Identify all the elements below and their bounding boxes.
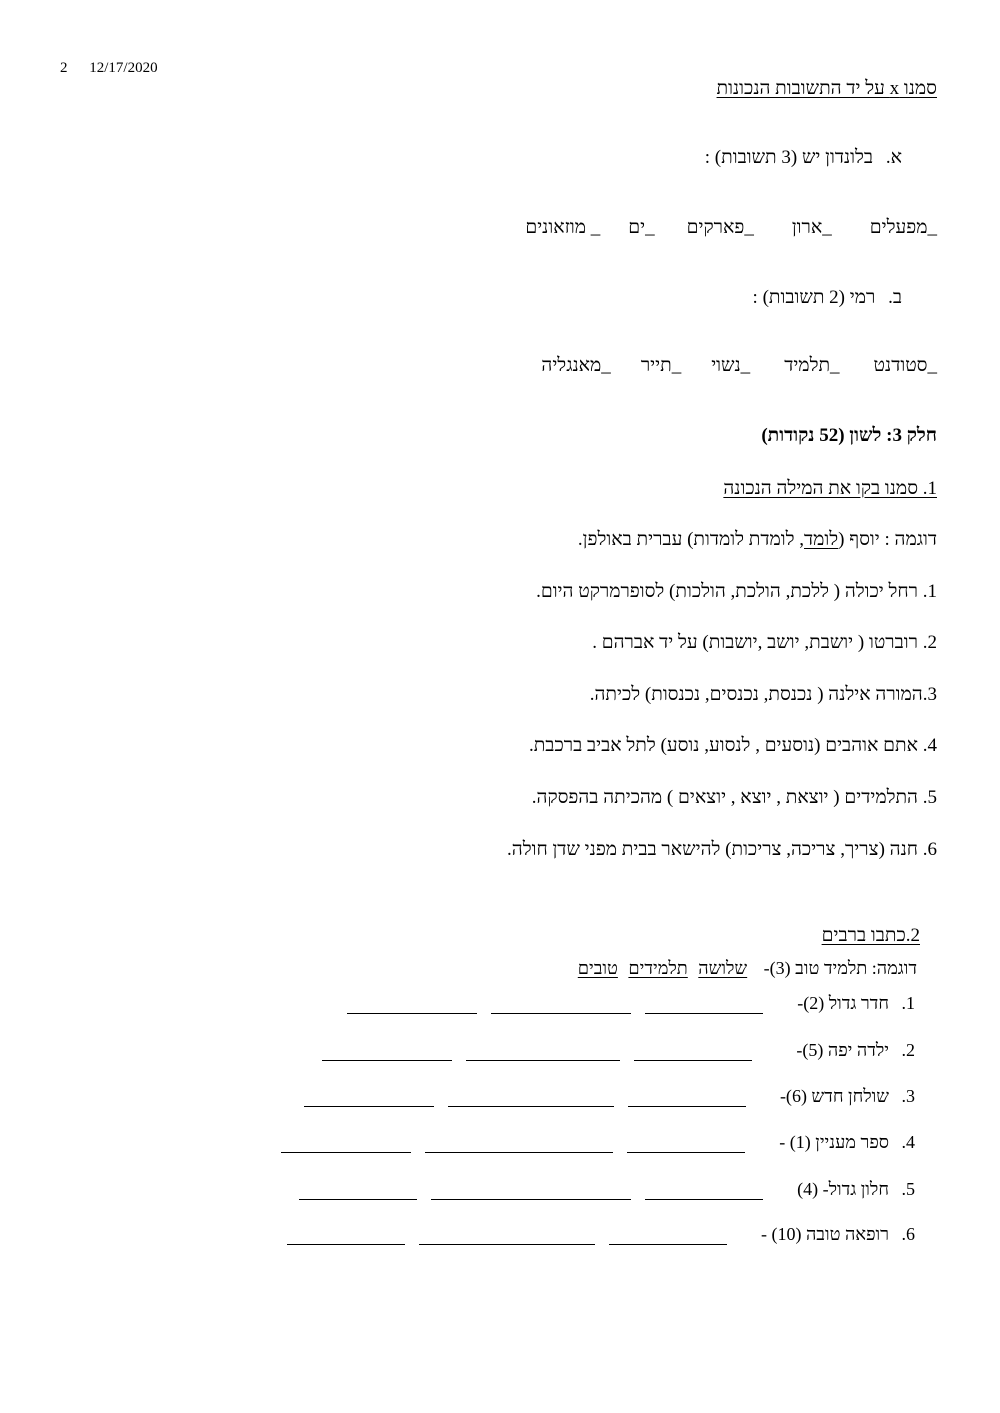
ex2-row-label: חדר גדול (2)- [797, 993, 889, 1013]
ex1-item: 6. חנה (צריך, צריכה, צריכות) להישאר בבית מפני שדן חולה. [507, 839, 937, 860]
ex1-example-suffix: , לומדת לומדות) עברית באולפן. [577, 529, 805, 550]
ex1-example-prefix: דוגמה : יוסף ( [838, 529, 937, 550]
ex2-answer-blanks [281, 1134, 759, 1153]
ex2-answer-blanks [299, 1181, 777, 1200]
answer-option[interactable]: _ מוזאונים [525, 217, 601, 238]
answer-blank[interactable] [645, 1181, 763, 1200]
answer-blank[interactable] [466, 1042, 620, 1061]
answer-blank[interactable] [347, 995, 477, 1014]
ex2-example [578, 958, 917, 979]
ex2-row-label: ילדה יפה (5)- [796, 1040, 889, 1060]
ex2-row-num: 4. [901, 1132, 915, 1152]
ex2-answer-blanks [322, 1042, 766, 1061]
ex2-answer-blanks [347, 995, 777, 1014]
ex1-title: 1. סמנו בקו את המילה הנכונה [723, 478, 937, 499]
page-number: 2 [60, 60, 68, 76]
answer-option[interactable]: _מאנגליה [541, 355, 611, 376]
ex2-example-word: תלמידים [628, 958, 688, 978]
answer-option[interactable]: _ים [628, 217, 655, 238]
answer-blank[interactable] [645, 995, 763, 1014]
ex1-item: 2. רוברטו ( יושבת, יושב ,יושבות) על יד אברהם . [592, 632, 937, 653]
answer-blank[interactable] [425, 1134, 613, 1153]
ex1-item: 5. התלמידים ( יוצאת , יוצא , יוצאים ) מהכיתה בהפסקה. [531, 787, 937, 808]
question-a-text: בלונדון יש (3 תשובות) : [704, 147, 874, 168]
ex2-row-num: 3. [901, 1086, 915, 1106]
question-b-text: רמי (2 תשובות) : [752, 287, 876, 308]
answer-option[interactable]: _סטודנט [873, 355, 937, 376]
answer-option[interactable]: _פארקים [686, 217, 754, 238]
answer-blank[interactable] [322, 1042, 452, 1061]
ex2-row-label: רופאה טובה (10) - [760, 1224, 889, 1244]
ex1-item: 4. אתם אוהבים (נוסעים , לנסוע, נוסע) לתל אביב ברכבת. [528, 735, 937, 756]
answer-option[interactable]: _מפעלים [869, 217, 937, 238]
answer-blank[interactable] [627, 1134, 745, 1153]
ex2-row-num: 2. [901, 1040, 915, 1060]
answer-blank[interactable] [609, 1226, 727, 1245]
answer-blank[interactable] [634, 1042, 752, 1061]
ex2-answer-blanks [287, 1226, 741, 1245]
ex2-example-prefix: דוגמה: תלמיד טוב (3)- [763, 958, 917, 978]
section-title: סמנו x על יד התשובות הנכונות [716, 78, 937, 99]
answer-option[interactable]: _תלמיד [784, 355, 840, 376]
page-header [60, 60, 176, 77]
ex1-example [578, 529, 937, 551]
ex2-row-num: 5. [901, 1179, 915, 1199]
ex2-row-label: חלון גדול- (4) [797, 1179, 889, 1199]
answer-blank[interactable] [491, 995, 631, 1014]
answer-blank[interactable] [628, 1088, 746, 1107]
ex2-title: 2.כתבו ברבים [821, 925, 920, 946]
answer-blank[interactable] [419, 1226, 595, 1245]
part3-title: חלק 3: לשון (52 נקודות) [761, 425, 937, 446]
answer-blank[interactable] [299, 1181, 417, 1200]
ex2-row [322, 1040, 915, 1061]
question-b-label: ב. [888, 287, 902, 308]
question-a-options [503, 217, 937, 239]
ex2-row [281, 1132, 915, 1153]
ex2-row [299, 1179, 915, 1200]
answer-blank[interactable] [431, 1181, 631, 1200]
ex1-example-answer: לומד [804, 529, 839, 550]
answer-blank[interactable] [304, 1088, 434, 1107]
ex2-row [347, 993, 915, 1014]
ex2-row-num: 6. [901, 1224, 915, 1244]
answer-blank[interactable] [448, 1088, 614, 1107]
answer-blank[interactable] [287, 1226, 405, 1245]
ex2-row-label: ספר מעניין (1) - [779, 1132, 889, 1152]
ex2-row-label: שולחן חדש (6)- [779, 1086, 889, 1106]
ex1-item: 3.המורה אילנה ( נכנסת, נכנסים, נכנסות) לכיתה. [589, 684, 937, 705]
answer-option[interactable]: _נשוי [711, 355, 751, 376]
ex2-row [287, 1224, 915, 1245]
ex2-answer-blanks [304, 1088, 760, 1107]
question-b-options [519, 355, 937, 377]
ex2-row-num: 1. [901, 993, 915, 1013]
ex2-row [304, 1086, 915, 1107]
ex2-example-word: שלושה [698, 958, 748, 978]
ex1-item: 1. רחל יכולה ( ללכת, הולכת, הולכות) לסופרמרקט היום. [536, 581, 937, 602]
question-a-label: א. [885, 147, 902, 168]
answer-blank[interactable] [281, 1134, 411, 1153]
question-a [705, 147, 902, 169]
question-b [753, 287, 902, 309]
answer-option[interactable]: _תייר [640, 355, 682, 376]
answer-option[interactable]: _ארון [791, 217, 832, 238]
ex2-example-word: טובים [577, 958, 618, 978]
print-date: 12/17/2020 [89, 60, 158, 76]
